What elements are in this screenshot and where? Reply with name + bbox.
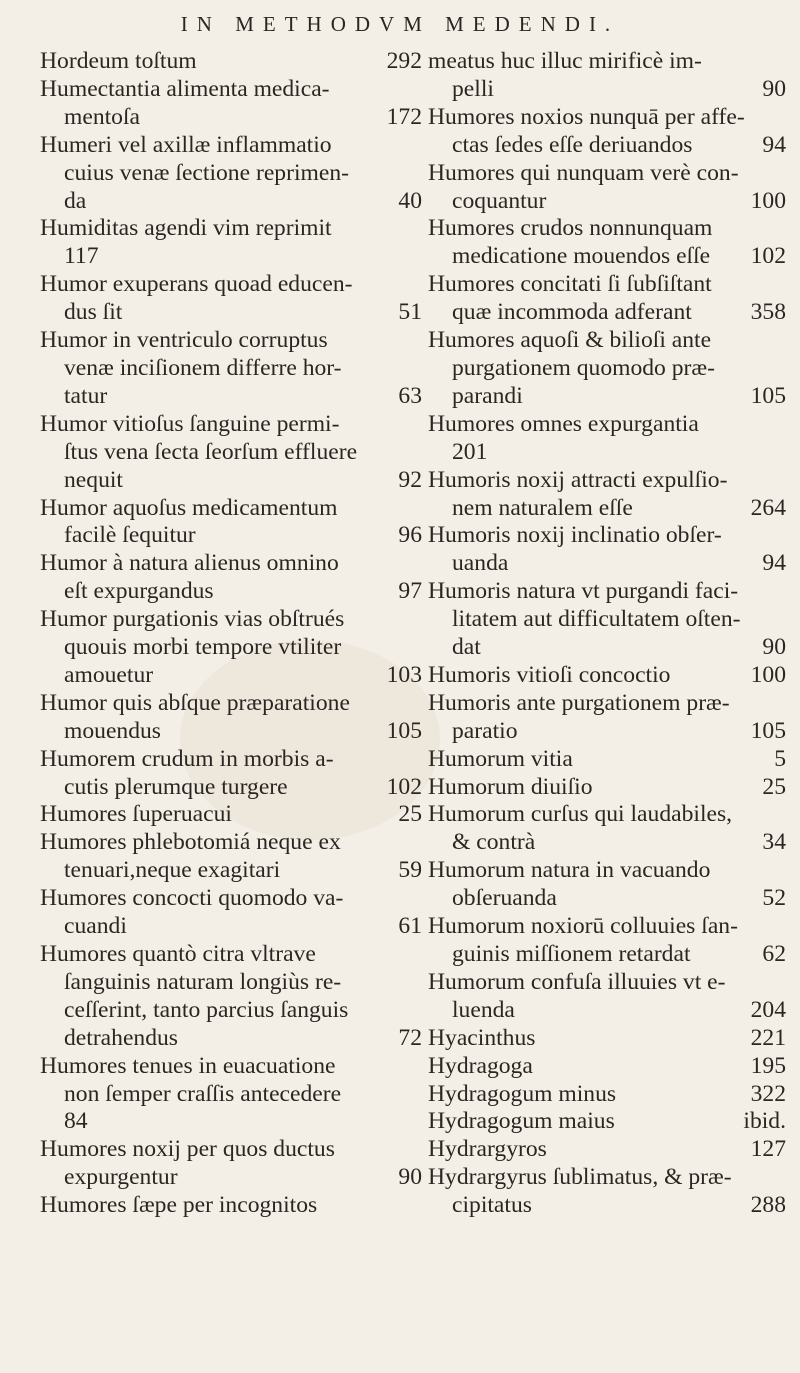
index-entry	[428, 215, 786, 271]
entry-text: ſanguinis naturam longiùs re-	[64, 968, 342, 995]
page-reference: 34	[762, 829, 786, 856]
entry-text: Humoris noxij inclinatio obſer-	[428, 522, 722, 549]
page-reference: 264	[750, 494, 786, 521]
index-entry	[40, 215, 422, 271]
entry-text: Hydrargyros	[428, 1136, 547, 1163]
entry-text: da	[64, 187, 87, 214]
page-reference: 322	[750, 1080, 786, 1107]
index-entry	[428, 913, 786, 969]
entry-text: amouetur	[64, 661, 154, 688]
index-entry	[428, 969, 786, 1025]
entry-text: Humoris noxij attracti expulſio-	[428, 466, 728, 493]
index-entry	[428, 104, 786, 160]
page-reference: 100	[750, 187, 786, 214]
entry-text: Humores ſuperuacui	[40, 801, 232, 828]
entry-text: cuandi	[64, 913, 127, 940]
entry-text: non ſemper craſſis antecedere	[64, 1080, 342, 1107]
entry-text: nem naturalem eſſe	[452, 494, 633, 521]
page-reference: 25	[398, 801, 422, 828]
index-entry	[40, 746, 422, 802]
index-entry	[40, 829, 422, 885]
page-reference: 94	[762, 550, 786, 577]
page-reference: 100	[750, 661, 786, 688]
index-entry	[428, 522, 786, 578]
page-reference: 97	[398, 578, 422, 605]
page-reference: 90	[762, 634, 786, 661]
page-reference: 72	[398, 1024, 422, 1051]
page-reference: 90	[398, 1164, 422, 1191]
entry-text: Humores omnes expurgantia	[428, 410, 699, 437]
index-entry	[428, 801, 786, 857]
entry-text: coquantur	[452, 187, 547, 214]
entry-text: Humores tenues in euacuatione	[40, 1052, 336, 1079]
page-reference: 5	[774, 745, 786, 772]
page-reference: 51	[398, 299, 422, 326]
index-entry	[40, 132, 422, 216]
entry-text: Humores qui nunquam verè con-	[428, 159, 739, 186]
entry-text: nequit	[64, 466, 123, 493]
entry-text: 117	[64, 243, 99, 270]
entry-text: Humorum confuſa illuuies vt e-	[428, 968, 726, 995]
index-entry	[428, 160, 786, 216]
page-reference: 96	[398, 522, 422, 549]
entry-text: Humorem crudum in morbis a-	[40, 745, 334, 772]
index-entry	[40, 327, 422, 411]
entry-text: ctas ſedes eſſe deriuandos	[452, 131, 693, 158]
index-entry	[40, 1192, 422, 1220]
page-reference: 59	[398, 857, 422, 884]
entry-text: litatem aut difficultatem oſten-	[452, 606, 741, 633]
right-index-column	[428, 48, 786, 1220]
entry-text: meatus huc illuc mirificè im-	[428, 48, 702, 74]
index-entry	[40, 76, 422, 132]
entry-text: parandi	[452, 382, 523, 409]
index-entry	[428, 411, 786, 467]
entry-text: Humoris ante purgationem præ-	[428, 689, 730, 716]
entry-text: Humor in ventriculo corruptus	[40, 327, 328, 354]
index-entry	[40, 801, 422, 829]
entry-text: dat	[452, 634, 481, 661]
index-entry	[40, 690, 422, 746]
entry-text: Hyacinthus	[428, 1024, 536, 1051]
entry-text: Humores noxij per quos ductus	[40, 1136, 335, 1163]
entry-text: pelli	[452, 75, 494, 102]
index-entry	[40, 550, 422, 606]
index-entry	[40, 606, 422, 690]
entry-text: cutis plerumque turgere	[64, 773, 288, 800]
entry-text: 84	[64, 1108, 88, 1135]
entry-text: venæ inciſionem differre hor-	[64, 354, 342, 381]
page-reference: ibid.	[743, 1108, 786, 1135]
entry-text: Humores quantò citra vltrave	[40, 941, 316, 967]
index-entry	[428, 1136, 786, 1164]
index-entry	[428, 690, 786, 746]
page-reference: 358	[750, 299, 786, 326]
entry-text: uanda	[452, 550, 509, 577]
page-reference: 288	[750, 1192, 786, 1219]
page-reference: 204	[750, 996, 786, 1023]
index-entry	[40, 495, 422, 551]
entry-text: Humores crudos nonnunquam	[428, 215, 713, 242]
left-index-column	[40, 48, 422, 1220]
page-reference: 105	[750, 382, 786, 409]
entry-text: Humoris natura vt purgandi faci-	[428, 578, 739, 605]
page-reference: 40	[398, 187, 422, 214]
entry-text: Humor aquoſus medicamentum	[40, 494, 338, 521]
entry-text: Humores aquoſi & bilioſi ante	[428, 327, 712, 354]
page-reference: 105	[750, 717, 786, 744]
entry-text: Humores noxios nunquā per affe-	[428, 103, 745, 130]
entry-text: Humeri vel axillæ inflammatio	[40, 131, 332, 158]
index-entry	[428, 1164, 786, 1220]
entry-text: Humectantia alimenta medica-	[40, 75, 330, 102]
page-reference: 52	[762, 885, 786, 912]
page-reference: 195	[750, 1052, 786, 1079]
index-entry	[428, 857, 786, 913]
index-entry	[40, 1053, 422, 1137]
entry-text: expurgentur	[64, 1164, 178, 1191]
entry-text: Humorum curſus qui laudabiles,	[428, 801, 733, 828]
page-reference: 127	[750, 1136, 786, 1163]
entry-text: purgationem quomodo præ-	[452, 354, 715, 381]
entry-text: & contrà	[452, 829, 536, 856]
page-reference: 61	[398, 913, 422, 940]
index-entry	[40, 1136, 422, 1192]
entry-text: Hydragogum maius	[428, 1108, 615, 1135]
entry-text: facilè ſequitur	[64, 522, 196, 549]
entry-text: cuius venæ ſectione reprimen-	[64, 159, 349, 186]
index-entry	[428, 327, 786, 411]
entry-text: Humores ſæpe per incognitos	[40, 1192, 318, 1219]
entry-text: Humorum vitia	[428, 745, 573, 772]
entry-text: guinis miſſionem retardat	[452, 941, 691, 967]
entry-text: Humores phlebotomiá neque ex	[40, 829, 341, 856]
index-entry	[40, 271, 422, 327]
page-reference: 94	[762, 131, 786, 158]
index-entry	[428, 1025, 786, 1053]
entry-text: Hydragoga	[428, 1052, 533, 1079]
entry-text: eſt expurgandus	[64, 578, 214, 605]
entry-text: tenuari,neque exagitari	[64, 857, 281, 884]
entry-text: quouis morbi tempore vtiliter	[64, 634, 342, 661]
entry-text: mouendus	[64, 717, 161, 744]
entry-text: Humoris vitioſi concoctio	[428, 661, 671, 688]
entry-text: Humorum natura in vacuando	[428, 857, 711, 884]
entry-text: Humorum diuiſio	[428, 773, 593, 800]
page-reference: 105	[386, 717, 422, 744]
index-entry	[428, 774, 786, 802]
entry-text: obſeruanda	[452, 885, 557, 912]
index-entry	[40, 885, 422, 941]
entry-text: medicatione mouendos eſſe	[452, 243, 711, 270]
entry-text: dus ſit	[64, 299, 123, 326]
entry-text: Hydragogum minus	[428, 1080, 617, 1107]
entry-text: mentoſa	[64, 103, 140, 130]
entry-text: Humorum noxiorū colluuies ſan-	[428, 913, 738, 940]
page-reference: 221	[750, 1024, 786, 1051]
index-entry	[40, 941, 422, 1053]
page-reference: 172	[386, 103, 422, 130]
page-reference: 102	[750, 243, 786, 270]
index-entry	[428, 578, 786, 662]
entry-text: quæ incommoda adferant	[452, 299, 692, 326]
entry-text: Humor à natura alienus omnino	[40, 550, 339, 577]
page-reference: 63	[398, 382, 422, 409]
index-entry	[428, 467, 786, 523]
entry-text: tatur	[64, 382, 108, 409]
index-entry	[428, 662, 786, 690]
entry-text: ceſſerint, tanto parcius ſanguis	[64, 996, 349, 1023]
index-entry	[428, 746, 786, 774]
entry-text: Humor purgationis vias obſtrués	[40, 606, 345, 633]
running-head: IN METHODVM MEDENDI.	[180, 12, 620, 36]
index-entry	[428, 1108, 786, 1136]
entry-text: Hydrargyrus ſublimatus, & præ-	[428, 1164, 732, 1191]
page-reference: 102	[386, 773, 422, 800]
index-entry	[428, 48, 786, 104]
page-reference: 92	[398, 466, 422, 493]
entry-text: Humores concitati ſi ſubſiſtant	[428, 271, 712, 298]
entry-text: Humores concocti quomodo va-	[40, 885, 344, 912]
entry-text: ſtus vena ſecta ſeorſum effluere	[64, 438, 358, 465]
index-entry	[428, 1053, 786, 1081]
entry-text: luenda	[452, 996, 515, 1023]
entry-text: 201	[452, 438, 488, 465]
page-reference: 292	[386, 48, 422, 74]
entry-text: Humor quis abſque præparatione	[40, 689, 350, 716]
index-entry	[428, 1081, 786, 1109]
index-entry	[40, 411, 422, 495]
entry-text: paratio	[452, 717, 518, 744]
index-entry	[40, 48, 422, 76]
page-reference: 90	[762, 75, 786, 102]
entry-text: Hordeum toſtum	[40, 48, 197, 74]
entry-text: detrahendus	[64, 1024, 178, 1051]
entry-text: cipitatus	[452, 1192, 532, 1219]
index-entry	[428, 271, 786, 327]
entry-text: Humor vitioſus ſanguine permi-	[40, 410, 340, 437]
entry-text: Humor exuperans quoad educen-	[40, 271, 353, 298]
entry-text: Humiditas agendi vim reprimit	[40, 215, 332, 242]
page-reference: 62	[762, 941, 786, 967]
page-reference: 103	[386, 661, 422, 688]
page-reference: 25	[762, 773, 786, 800]
